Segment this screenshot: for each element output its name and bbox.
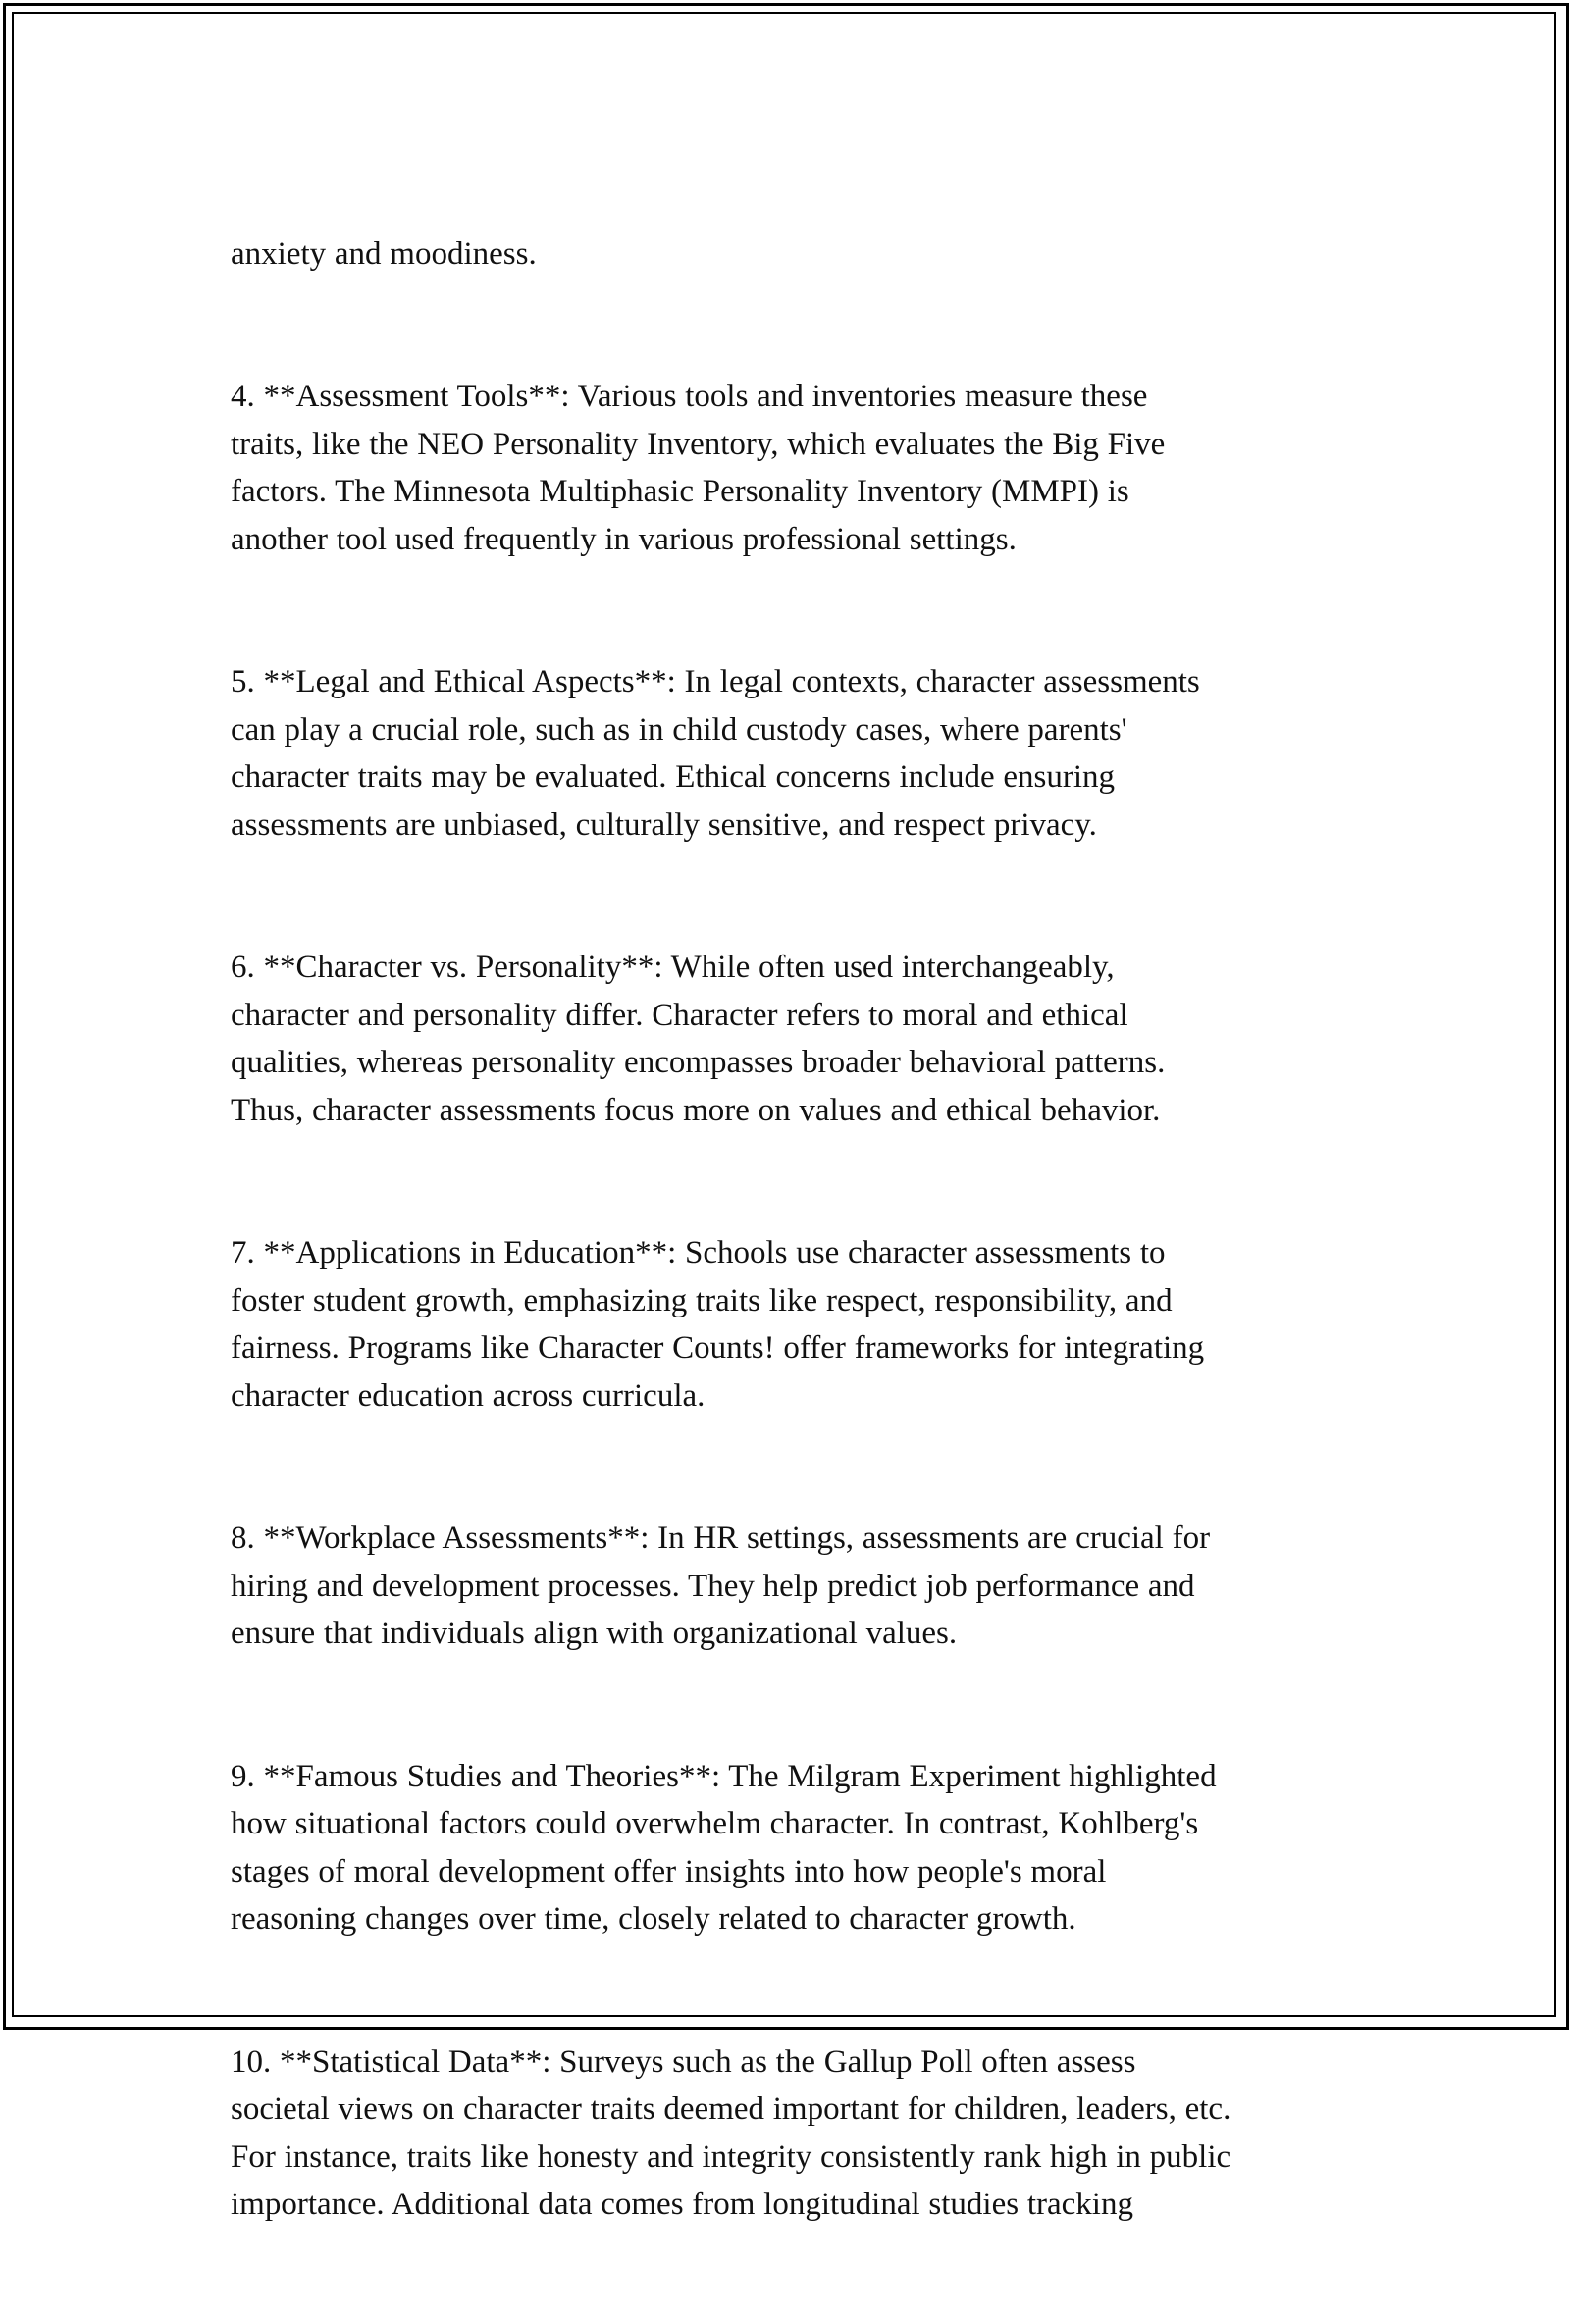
document-body [231,182,1349,2324]
paragraph-applications-in-education: 7. **Applications in Education**: Schools use character assessments to foster student growth, emphasizing traits like respect, responsibility, and fairness. Programs like Character Counts! offer frameworks for integrating character education across curricula. [231,1235,1205,1414]
paragraph-statistical-data: 10. **Statistical Data**: Surveys such as the Gallup Poll often assess societal views on character traits deemed important for children, leaders, etc. For instance, traits like honesty and integrity consistently rank high in public importance. Additional data comes from longitudinal studies tracking [231,2043,1231,2222]
paragraph-assessment-tools: 4. **Assessment Tools**: Various tools and inventories measure these traits, like the NEO Personality Inventory, which evaluates the Big Five factors. The Minnesota Multiphasic Personality Inventory (MMPI) is another tool used frequently in various professional settings. [231,379,1166,557]
paragraph-famous-studies: 9. **Famous Studies and Theories**: The Milgram Experiment highlighted how situational factors could overwhelm character. In contrast, Kohlberg's stages of moral development offer insights into how people's moral reasoning changes over time, closely related to character growth. [231,1758,1217,1937]
paragraph-workplace-assessments: 8. **Workplace Assessments**: In HR settings, assessments are crucial for hiring and development processes. They help predict job performance and ensure that individuals align with organizational values. [231,1521,1211,1651]
paragraph-legal-ethical-aspects: 5. **Legal and Ethical Aspects**: In legal contexts, character assessments can play a crucial role, such as in child custody cases, where parents' character traits may be evaluated. Ethical concerns include ensuring assessments are unbiased, culturally sensitive, and respect privacy. [231,664,1200,843]
paragraph-character-vs-personality: 6. **Character vs. Personality**: While often used interchangeably, character and personality differ. Character refers to moral and ethical qualities, whereas personality encompasses broader behavioral patterns. Thus, character assessments focus more on values and ethical behavior. [231,950,1166,1128]
paragraph-continuation: anxiety and moodiness. [231,235,537,272]
